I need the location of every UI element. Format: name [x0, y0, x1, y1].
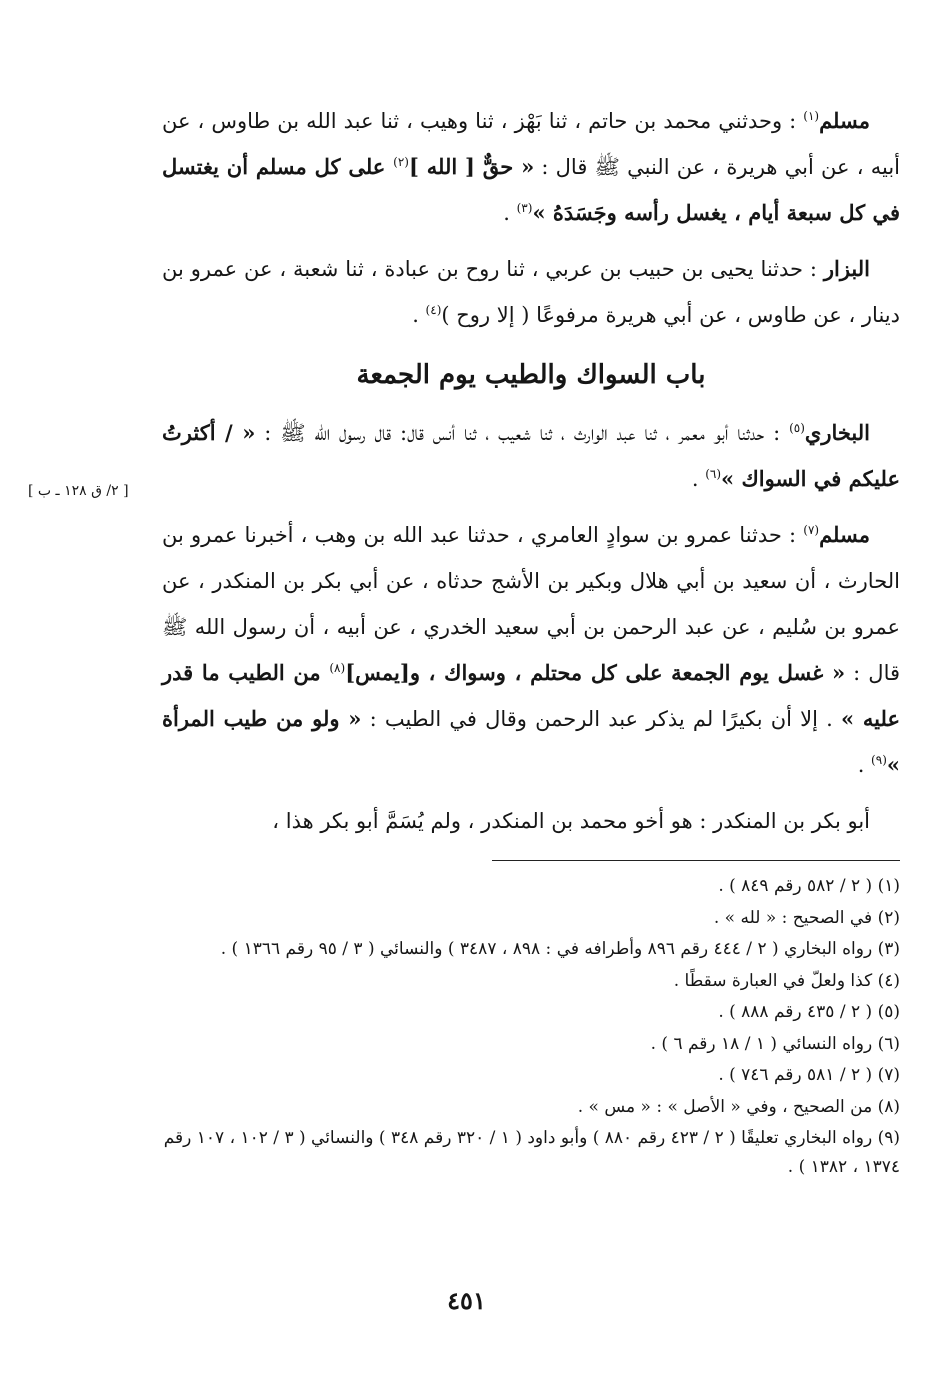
paragraph — [162, 798, 900, 844]
text-run: : حدثنا أبو معمر ، ثنا عبد الوارث ، ثنا شعيب ، ثنا أنس قال: قال رسول الله ﷺ : — [255, 421, 790, 445]
text-run: . إلا أن بكيرًا لم يذكر عبد الرحمن وقال في الطيب : — [361, 707, 841, 731]
text-run: أبو بكر بن المنكدر : هو أخو محمد بن المنكدر ، ولم يُسَمَّ أبو بكر هذا ، — [272, 809, 870, 833]
hadith-text: « / أكثرتُ عليكم في السواك » — [162, 420, 900, 491]
footnote-ref: (٣) — [516, 201, 533, 215]
hadith-text: « غسل يوم الجمعة على كل محتلم ، وسواك ، و[يمس] — [345, 660, 846, 685]
footnote: (٣) رواه البخاري ( ٢ / ٤٤٤ رقم ٨٩٦ وأطرافه في : ٨٩٨ ، ٣٤٨٧ ) والنسائي ( ٣ / ٩٥ رقم ١٣٦٦ ) . — [220, 939, 900, 959]
footnotes — [162, 872, 900, 1185]
footnote-ref: (٦) — [705, 467, 722, 481]
paragraph — [162, 246, 900, 338]
footnote: (٢) في الصحيح : « لله » . — [713, 907, 900, 928]
source-name: مسلم — [819, 522, 870, 547]
footnote-ref: (٧) — [803, 523, 820, 537]
hadith-text: « ولو من طيب المرأة » — [162, 706, 900, 777]
text-run: . — [412, 303, 426, 327]
footnote: (٨) من الصحيح ، وفي « الأصل » : « مس » . — [577, 1096, 900, 1117]
text-run: : حدثنا يحيى بن حبيب بن عربي ، ثنا روح بن عبادة ، ثنا شعبة ، عن عمرو بن دينار ، عن طاوس ، عن أبي هريرة مرفوعًا ( إلا روح ) — [162, 257, 900, 327]
source-name: البزار — [823, 256, 870, 281]
footnote-ref: (١) — [803, 109, 820, 123]
main-text — [162, 98, 900, 854]
source-name: البخاري — [804, 420, 870, 445]
footnote-ref: (٤) — [425, 303, 442, 317]
text-run: . — [857, 753, 872, 777]
text-run: . — [503, 201, 517, 225]
section-heading — [162, 350, 900, 400]
page-number: ٤٥١ — [447, 1286, 486, 1315]
footnote: (٦) رواه النسائي ( ١ / ١٨ رقم ٦ ) . — [650, 1033, 900, 1054]
paragraph — [162, 512, 900, 788]
paragraph — [162, 410, 900, 502]
footnote: (٤) كذا ولعلّ في العبارة سقطًا . — [673, 970, 900, 991]
footnote: (١) ( ٢ / ٥٨٢ رقم ٨٤٩ ) . — [718, 876, 900, 896]
hadith-text: من الطيب ما قدر عليه » — [162, 660, 901, 731]
text-run: . — [691, 467, 706, 491]
paragraph — [162, 98, 900, 236]
footnote-separator — [492, 860, 900, 861]
hadith-text: على كل مسلم أن يغتسل في كل سبعة أيام ، يغسل رأسه وجَسَدَهُ » — [162, 154, 900, 225]
manuscript-margin-note: [ ٢/ ق ١٢٨ ـ ب ] — [28, 483, 129, 499]
text-run: : وحدثني محمد بن حاتم ، ثنا بَهْز ، ثنا وهيب ، ثنا عبد الله بن طاوس ، عن أبيه ، عن أبي هريرة ، عن النبي ﷺ قال : — [162, 109, 900, 179]
text-run: باب السواك والطيب يوم الجمعة — [356, 360, 706, 390]
footnote: (٧) ( ٢ / ٥٨١ رقم ٧٤٦ ) . — [718, 1065, 900, 1085]
footnote-ref: (٨) — [329, 661, 346, 675]
footnote-ref: (٩) — [871, 753, 887, 767]
footnote-ref: (٢) — [393, 155, 409, 169]
source-name: مسلم — [819, 108, 870, 133]
hadith-text: « حقٌّ [ الله ] — [408, 154, 535, 179]
footnote: (٩) رواه البخاري تعليقًا ( ٢ / ٤٢٣ رقم ٨٨٠ ) وأبو داود ( ١ / ٣٢٠ رقم ٣٤٨ ) والنسائي ( ٣ / ١٠٢ ، ١٠٧ رقم ١٣٧٤ ، ١٣٨٢ ) . — [163, 1128, 900, 1177]
footnote-ref: (٥) — [789, 421, 805, 435]
footnote: (٥) ( ٢ / ٤٣٥ رقم ٨٨٨ ) . — [718, 1002, 900, 1022]
text-run: : حدثنا عمرو بن سوادٍ العامري ، حدثنا عبد الله بن وهب ، أخبرنا عمرو بن الحارث ، أن سعيد بن أبي هلال وبكير بن الأشج حدثاه ، عن أبي بكر بن المنكدر ، عن عمرو بن سُليم ، عن عبد الرحمن بن أبي سعيد الخدري ، عن أبيه ، أن رسول الله ﷺ قال : — [162, 523, 900, 685]
